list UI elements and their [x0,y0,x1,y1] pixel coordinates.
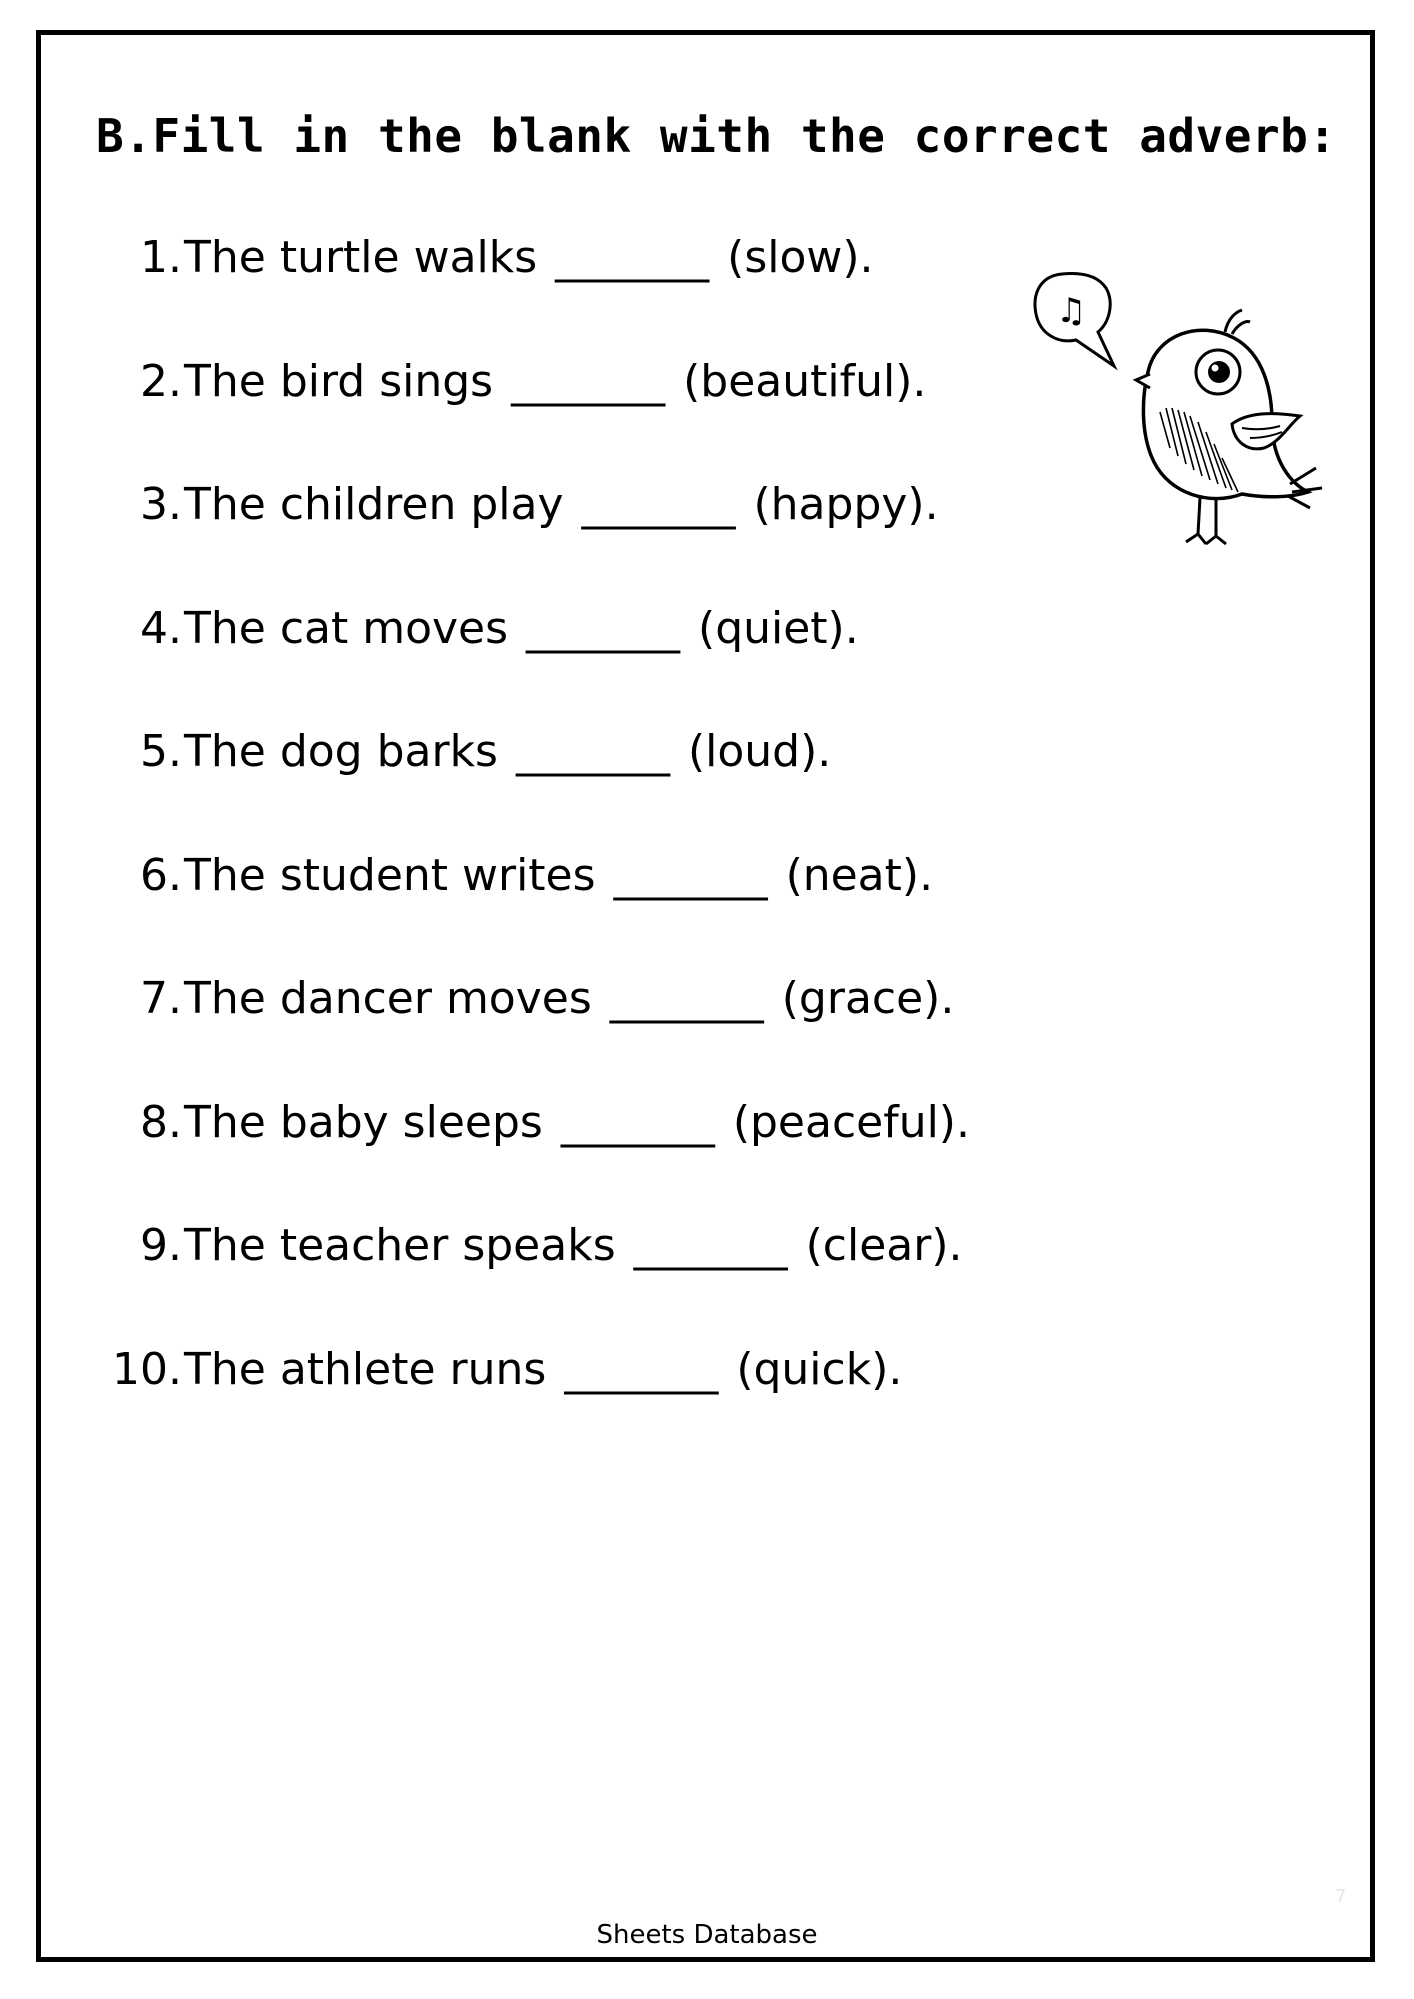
question-number: 7. [140,973,182,1024]
answer-blank: _______ [515,726,670,777]
adjective-hint: (loud). [687,726,832,777]
answer-blank: _______ [560,1096,715,1148]
adjective-hint: (peaceful). [732,1096,970,1148]
answer-blank: _______ [613,849,768,901]
question-item [100,599,970,723]
answer-blank: _______ [609,973,764,1024]
adjective-hint: (quiet). [698,602,859,654]
adjective-hint: (clear). [805,1220,963,1271]
question-item [100,846,970,970]
question-text: The cat moves [184,602,509,654]
adjective-hint: (neat). [785,849,934,901]
question-number: 1. [140,232,182,283]
question-text: The turtle walks [184,232,538,283]
adjective-hint: (quick). [736,1343,903,1395]
question-text: The dog barks [184,726,498,777]
question-item [100,969,970,1093]
question-number: 5. [140,726,182,777]
answer-blank: _______ [581,479,736,530]
worksheet-title: B.Fill in the blank with the correct adverb: [96,109,1337,163]
answer-blank: _______ [564,1343,719,1395]
question-item [100,1093,970,1217]
question-number: 8. [140,1096,182,1148]
singing-bird-icon [1010,262,1350,552]
answer-blank: _______ [633,1220,788,1271]
adjective-hint: (slow). [727,232,874,283]
adjective-hint: (grace). [781,973,955,1024]
answer-blank: _______ [555,232,710,283]
question-number: 2. [140,355,182,407]
question-item [100,228,970,352]
question-text: The athlete runs [184,1343,547,1395]
question-item [100,1216,970,1340]
question-number: 9. [140,1220,182,1271]
question-item [100,352,970,476]
question-number: 6. [140,849,182,901]
page-number: 7 [1335,1886,1347,1907]
question-number: 4. [140,602,182,654]
question-item [100,1340,970,1464]
question-text: The student writes [184,849,596,901]
adjective-hint: (happy). [753,479,939,530]
question-text: The dancer moves [184,973,592,1024]
question-item [100,475,970,599]
question-item [100,722,970,846]
question-text: The children play [184,479,564,530]
question-text: The bird sings [184,355,494,407]
footer-text: Sheets Database [596,1920,818,1950]
question-number: 3. [140,479,182,530]
answer-blank: _______ [511,355,666,407]
question-number: 10. [112,1343,182,1395]
adjective-hint: (beautiful). [683,355,927,407]
music-note-icon: ♫ [1056,291,1087,331]
question-text: The baby sleeps [184,1096,543,1148]
question-text: The teacher speaks [184,1220,616,1271]
answer-blank: _______ [526,602,681,654]
question-list [100,228,970,1463]
